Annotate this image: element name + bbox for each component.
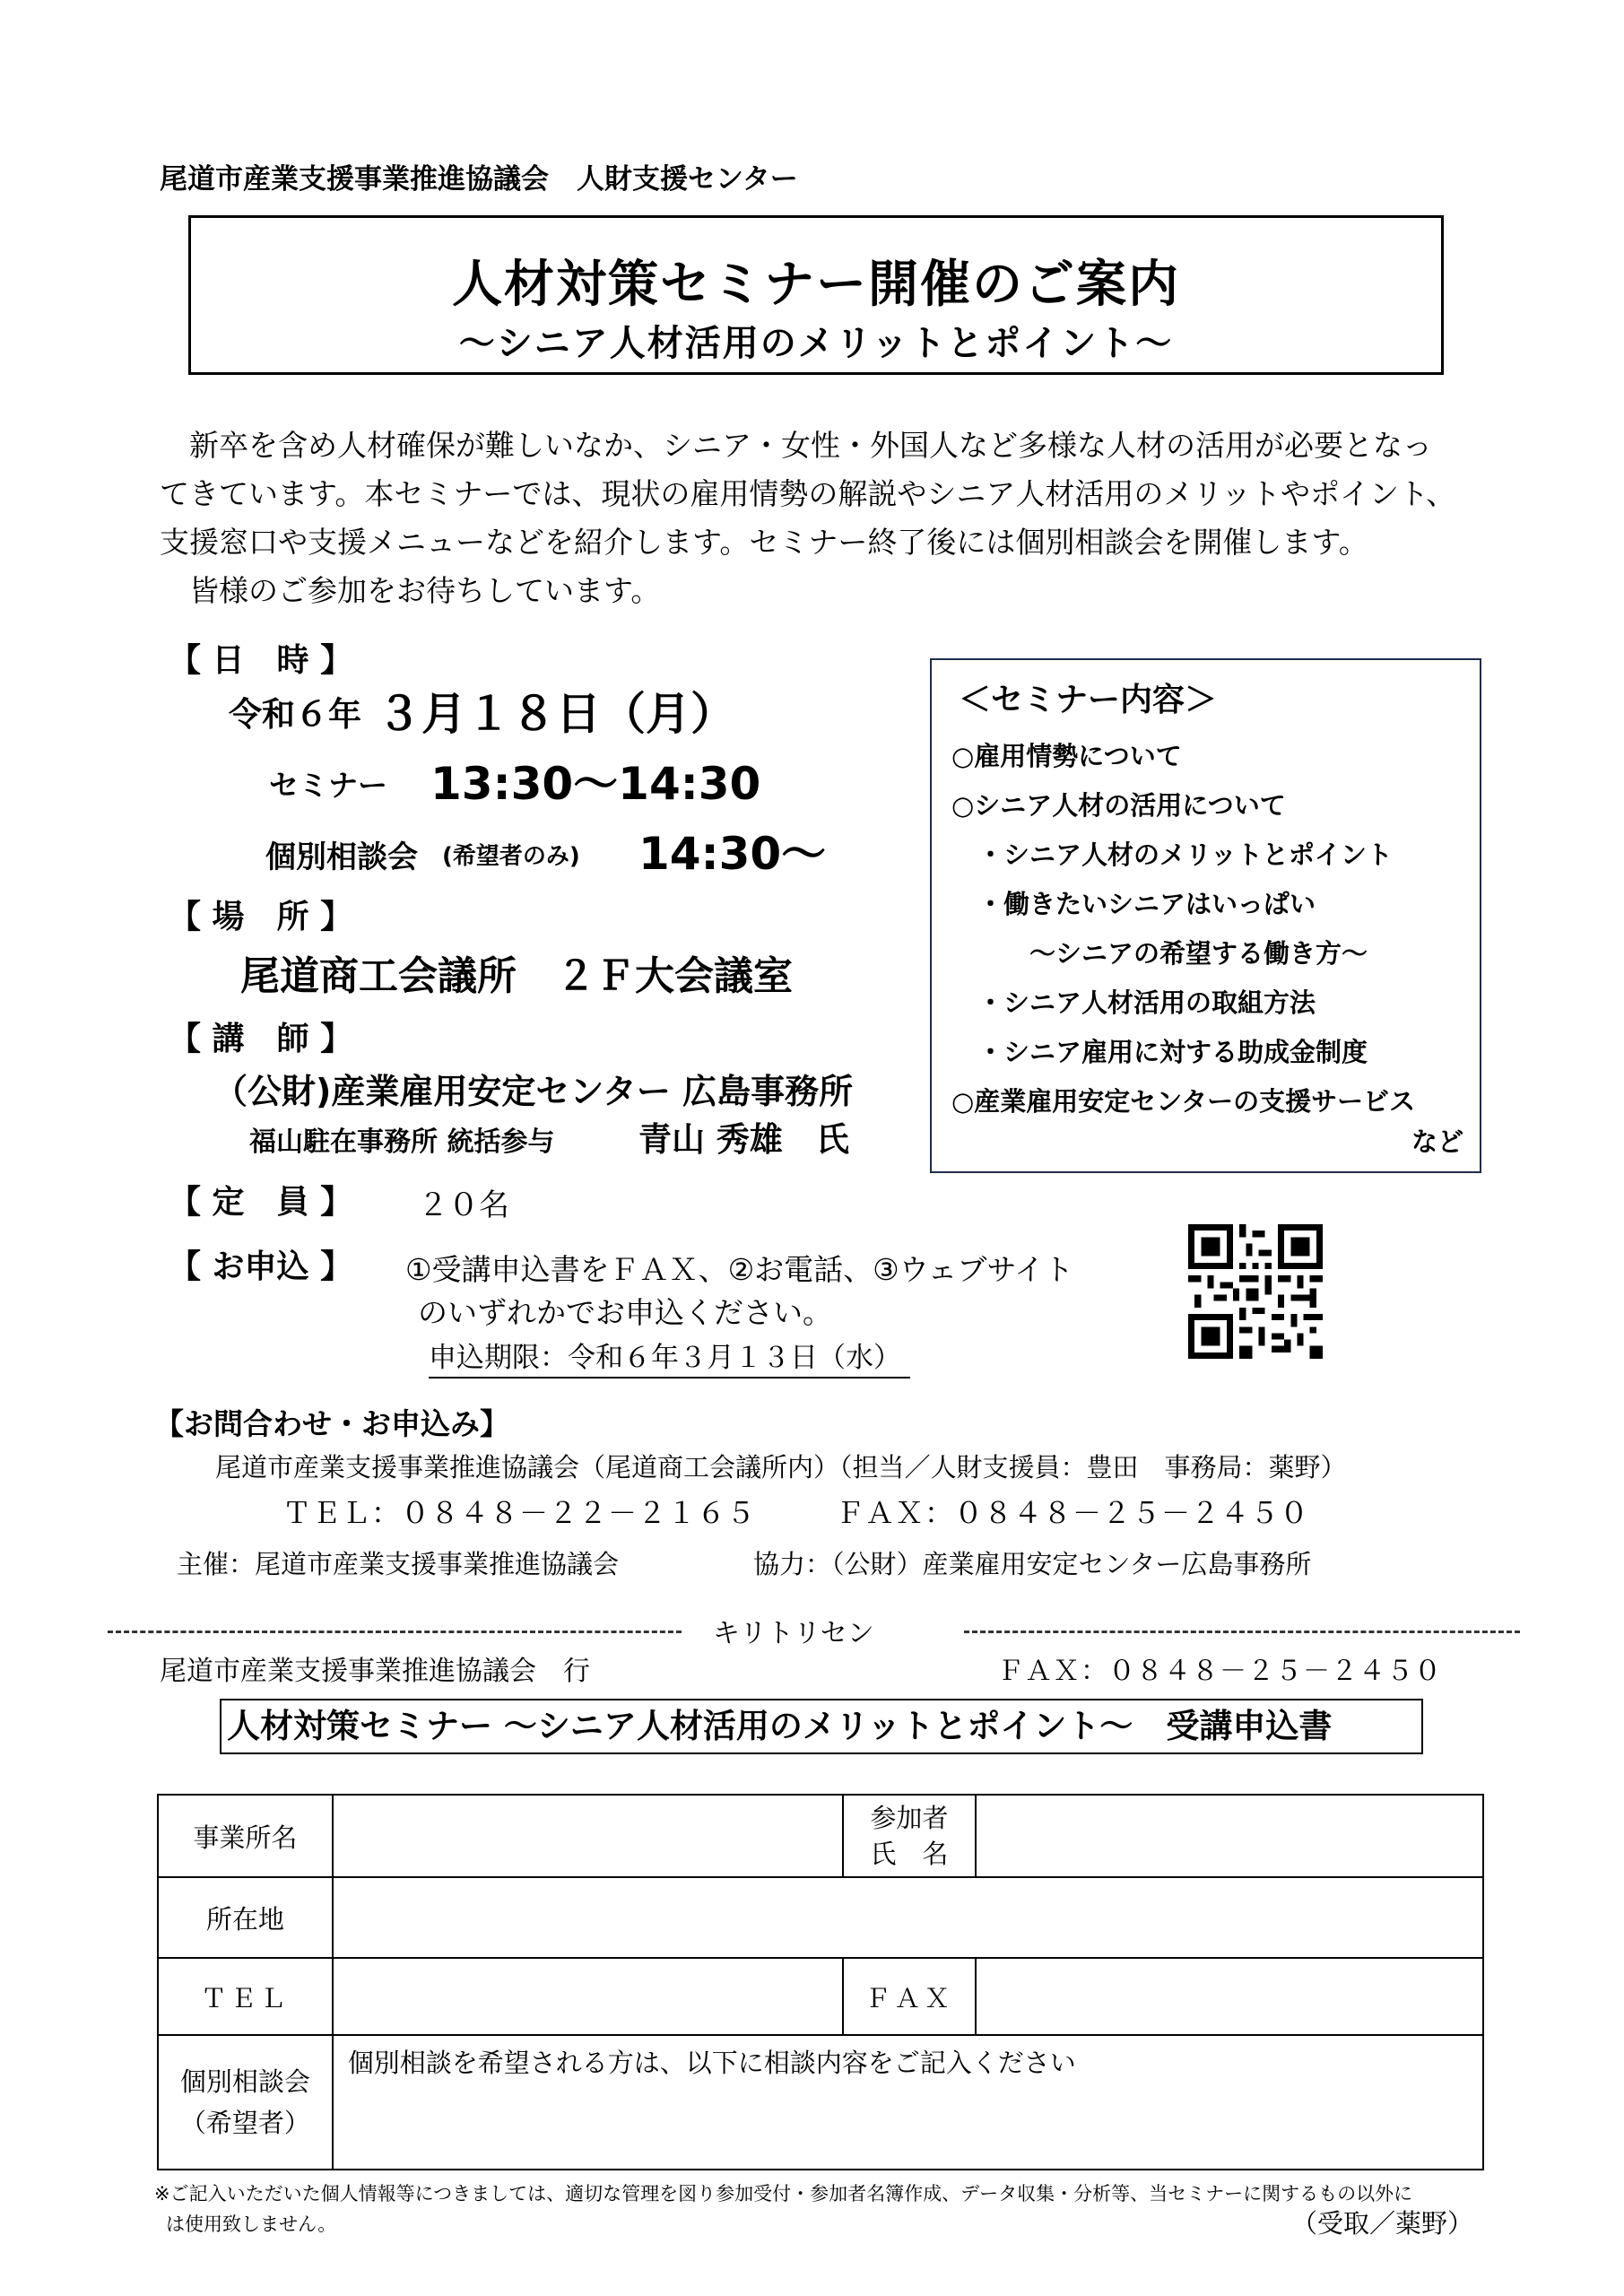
form-to: 尾道市産業支援事業推進協議会 行 (160, 1656, 590, 1687)
lecturer-label: 【 講 師 】 (169, 1021, 353, 1057)
consult-time: 14:30～ (638, 828, 827, 880)
contact-org: 尾道市産業支援事業推進協議会（尾道商工会議所内）（担当／人財支援員：豊田 事務局：薬野） (215, 1452, 1347, 1483)
capacity-label: 【 定 員 】 (169, 1184, 353, 1221)
lecturer-org: （公財)産業雇用安定センター 広島事務所 (213, 1072, 854, 1111)
application-title: 人材対策セミナー ～シニア人材活用のメリットとポイント～ 受講申込書 (220, 1699, 1423, 1754)
apply-line-1: ①受講申込書をＦＡＸ、②お電話、③ウェブサイト (405, 1252, 1074, 1287)
address-field[interactable] (333, 1877, 1483, 1958)
datetime-label: 【 日 時 】 (169, 642, 353, 679)
title-box (188, 215, 1444, 375)
place-value: 尾道商工会議所 ２Ｆ大会議室 (240, 953, 793, 999)
intro-line: てきています。本セミナーでは、現状の雇用情勢の解説やシニア人材活用のメリットやポイント、 (160, 476, 1456, 511)
consult-label-line: （希望者） (179, 2108, 310, 2138)
privacy-note-line-2: は使用致しません。 (166, 2213, 337, 2235)
contents-item: ○シニア人材の活用について (951, 790, 1286, 821)
seminar-contents-box (930, 658, 1481, 1173)
receipt-note: （受取／薬野） (1291, 2208, 1474, 2239)
place-label: 【 場 所 】 (169, 899, 353, 935)
office-name-field[interactable] (333, 1795, 843, 1877)
consult-content-field[interactable] (333, 2035, 1483, 2170)
contact-heading: 【お問合わせ・お申込み】 (154, 1406, 509, 1441)
attendee-name-label (843, 1795, 976, 1877)
contents-item: ○雇用情勢について (951, 741, 1182, 771)
office-name-label: 事業所名 (158, 1795, 333, 1877)
apply-deadline: 申込期限：令和６年３月１３日（水） (429, 1335, 910, 1378)
contact-fax: ＦＡＸ：０８４８－２５－２４５０ (836, 1496, 1310, 1530)
organizer-header: 尾道市産業支援事業推進協議会 人財支援センター (160, 163, 798, 196)
attendee-label-line: 参加者 (870, 1803, 949, 1833)
consult-row-label (158, 2035, 333, 2170)
contents-etc: など (1411, 1126, 1463, 1157)
consult-label-line: 個別相談会 (179, 2066, 310, 2097)
seminar-time: 13:30～14:30 (430, 758, 761, 810)
fax-label: ＦＡＸ (843, 1958, 976, 2035)
cutline-left (108, 1631, 682, 1633)
cutline-right (964, 1631, 1520, 1633)
privacy-note-line-1: ※ご記入いただいた個人情報等につきましては、適切な管理を図り参加受付・参加者名簿作成、データ収集・分析等、当セミナーに関するもの以外に (154, 2183, 1413, 2205)
application-form (157, 1794, 1484, 2170)
intro-line: 新卒を含め人材確保が難しいなか、シニア・女性・外国人など多様な人材の活用が必要となっ (160, 428, 1432, 463)
attendee-label-line: 氏 名 (870, 1839, 949, 1869)
intro-line: 支援窓口や支援メニューなどを紹介します。セミナー終了後には個別相談会を開催します。 (160, 525, 1368, 560)
seminar-label: セミナー (269, 768, 387, 803)
fax-field[interactable] (976, 1958, 1483, 2035)
qr-code-icon[interactable] (1188, 1224, 1323, 1359)
contents-item: ・シニア人材活用の取組方法 (951, 987, 1316, 1018)
contents-item: ・シニア人材のメリットとポイント (951, 839, 1393, 870)
page-title: 人材対策セミナー開催のご案内 (452, 256, 1180, 314)
tel-field[interactable] (333, 1958, 843, 2035)
consult-label: 個別相談会 (265, 839, 418, 875)
contact-tel: ＴＥＬ：０８４８－２２－２１６５ (282, 1496, 757, 1530)
date-era: 令和６年 (229, 695, 361, 734)
event-date: ３月１８日（月） (377, 688, 735, 740)
cooperation-text: 協力：（公財）産業雇用安定センター広島事務所 (753, 1549, 1312, 1579)
tel-label: ＴＥＬ (158, 1958, 333, 2035)
contents-item: ～シニアの希望する働き方～ (951, 938, 1368, 969)
contents-item: ・働きたいシニアはいっぱい (951, 889, 1316, 919)
attendee-name-field[interactable] (976, 1795, 1483, 1877)
consult-note: (希望者のみ) (442, 843, 580, 870)
form-fax: ＦＡＸ：０８４８－２５－２４５０ (997, 1656, 1442, 1687)
intro-text (160, 422, 1487, 615)
contents-item: ○産業雇用安定センターの支援サービス (951, 1086, 1416, 1117)
contents-list (951, 732, 1415, 1126)
apply-line-2: のいずれかでお申込ください。 (418, 1295, 832, 1330)
consult-instruction: 個別相談を希望される方は、以下に相談内容をご記入ください (347, 2048, 1076, 2078)
intro-line: 皆様のご参加をお待ちしています。 (160, 573, 661, 608)
contents-item: ・シニア雇用に対する助成金制度 (951, 1037, 1368, 1067)
page-subtitle: ～シニア人材活用のメリットとポイント～ (458, 323, 1174, 364)
contents-title: ＜セミナー内容＞ (959, 682, 1218, 718)
address-label: 所在地 (158, 1877, 333, 1958)
host-text: 主催：尾道市産業支援事業推進協議会 (177, 1549, 620, 1579)
lecturer-title: 福山駐在事務所 統括参与 (249, 1126, 555, 1158)
lecturer-name: 青山 秀雄 氏 (638, 1120, 849, 1159)
capacity-value: ２０名 (418, 1187, 509, 1223)
cutline-label: キリトリセン (713, 1618, 874, 1649)
apply-label: 【 お申込 】 (169, 1248, 353, 1285)
